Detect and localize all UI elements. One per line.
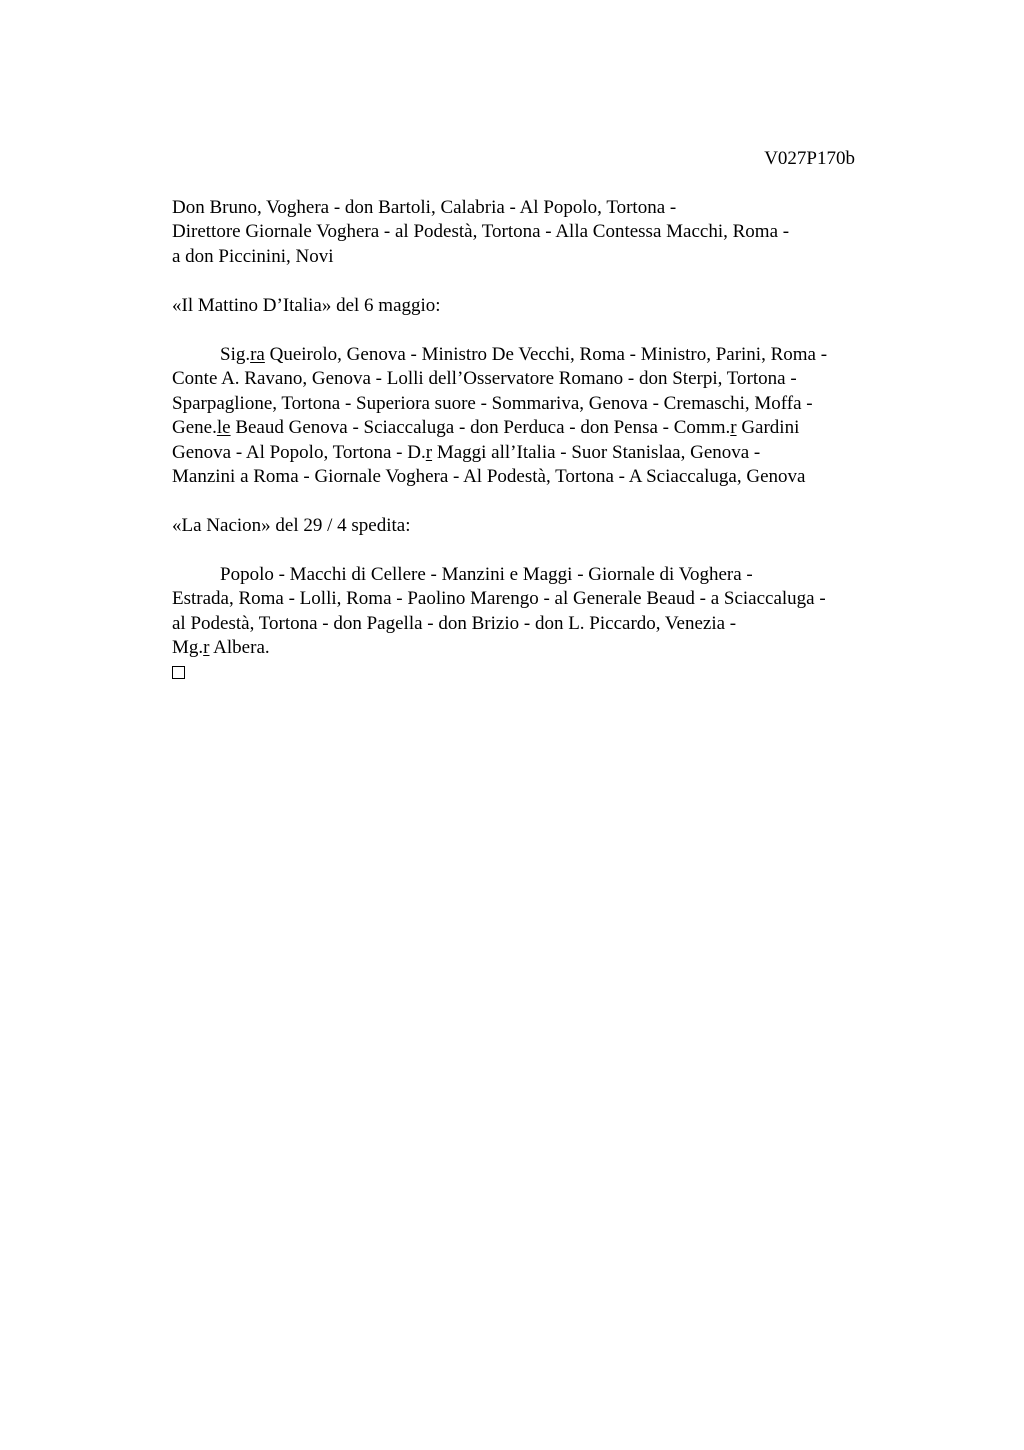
text-line: Don Bruno, Voghera - don Bartoli, Calabria - Al Popolo, Tortona - (172, 197, 677, 218)
text-fragment: Mg. (172, 637, 204, 659)
heading-text: «La Nacion» del 29 / 4 spedita: (172, 515, 411, 536)
text-fragment: Gene. (172, 417, 217, 439)
underlined-abbrev: r (730, 417, 737, 439)
text-line: Manzini a Roma - Giornale Voghera - Al Podestà, Tortona - A Sciaccaluga, Genova (172, 465, 806, 487)
section-heading-mattino (172, 294, 892, 318)
text-line: al Podestà, Tortona - don Pagella - don Brizio - don L. Piccardo, Venezia - (172, 612, 737, 634)
text-line: Direttore Giornale Voghera - al Podestà, Tortona - Alla Contessa Macchi, Roma - (172, 221, 790, 243)
text-fragment: Queirolo, Genova - Ministro De Vecchi, Roma - Ministro, Parini, Roma - (264, 344, 828, 365)
empty-square-icon (172, 666, 185, 679)
underlined-abbrev: le (216, 417, 231, 439)
text-line (172, 343, 892, 367)
text-line: Sparpaglione, Tortona - Superiora suore - Sommariva, Genova - Cremaschi, Moffa - (172, 392, 813, 414)
text-fragment: Genova - Al Popolo, Tortona - D. (172, 441, 426, 463)
text-line (172, 441, 892, 465)
text-line (172, 416, 892, 440)
recipients-paragraph-2 (172, 343, 892, 489)
heading-text: «Il Mattino D’Italia» del 6 maggio: (172, 295, 441, 316)
text-line: Conte A. Ravano, Genova - Lolli dell’Osservatore Romano - don Sterpi, Tortona - (172, 368, 797, 390)
underlined-abbrev: ra (250, 344, 265, 365)
recipients-paragraph-1 (172, 196, 892, 269)
text-fragment: Albera. (209, 637, 270, 659)
text-fragment: Gardini (736, 417, 800, 439)
section-heading-nacion (172, 514, 892, 538)
document-id: V027P170b (764, 148, 855, 169)
text-fragment: Maggi all’Italia - Suor Stanislaa, Genova - (432, 441, 761, 463)
end-marker-line (172, 661, 892, 685)
text-line: a don Piccinini, Novi (172, 245, 334, 267)
recipients-paragraph-3 (172, 563, 892, 685)
text-line (172, 636, 892, 660)
text-fragment: Beaud Genova - Sciaccaluga - don Perduca - don Pensa - Comm. (230, 417, 731, 439)
text-line: Estrada, Roma - Lolli, Roma - Paolino Marengo - al Generale Beaud - a Sciaccaluga - (172, 588, 826, 610)
underlined-abbrev: r (203, 637, 210, 659)
text-line: Popolo - Macchi di Cellere - Manzini e Maggi - Giornale di Voghera - (220, 564, 753, 585)
text-fragment: Sig. (220, 344, 251, 365)
underlined-abbrev: r (425, 441, 433, 463)
